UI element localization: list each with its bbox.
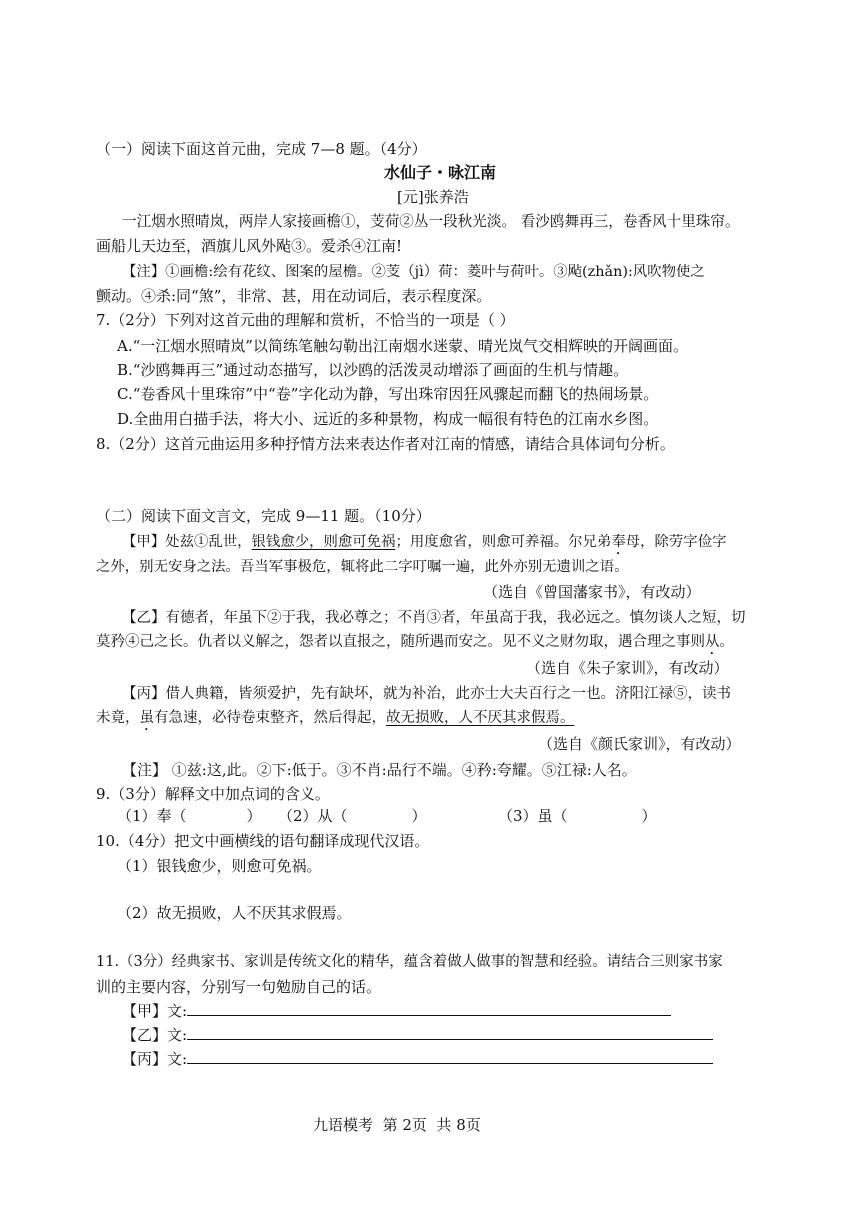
poem-note-line-1: 【注】①画檐:绘有花纹、图案的屋檐。②芰（jì）荷：菱叶与荷叶。③飐(zhǎn):风吹物使之	[122, 264, 705, 280]
q9-3-label: （3）虽（	[498, 807, 568, 825]
footer-exam-name: 九语模考	[313, 1116, 374, 1134]
q9-1-label: （1）奉（	[117, 807, 187, 825]
question-11-line-2: 训的主要内容，分别写一句勉励自己的话。	[96, 978, 382, 996]
underlined-sentence-1: 银钱愈少，则愈可免祸	[251, 534, 396, 550]
passage-bing-source: （选自《颜氏家训》，有改动）	[538, 735, 741, 753]
poem-line-1: 一江烟水照晴岚，两岸人家接画檐①，芰荷②丛一段秋光淡。 看沙鸥舞再三，卷香风十里珠帘。	[122, 213, 740, 230]
question-7-option-c: C.“卷香风十里珠帘”中“卷”字化动为静，写出珠帘因狂风骤起而翻飞的热闹场景。	[117, 385, 659, 403]
answer-line-bing	[122, 1049, 713, 1069]
passage-jia-text: ；用度愈省，则愈可养福。尔兄弟	[395, 534, 612, 550]
passage-bing-text: 有急速，必待卷束整齐，然后得起，	[154, 710, 386, 726]
question-9-item-3	[498, 806, 657, 826]
passage-yi-text: 。	[719, 634, 734, 650]
footer-page-number: 第 2页	[382, 1116, 427, 1134]
answer-label-yi: 【乙】文:	[122, 1026, 188, 1044]
question-7-option-b: B.“沙鸥舞再三”通过动态描写，以沙鸥的活泼灵动增添了画面的生机与情趣。	[117, 361, 629, 379]
question-9-item-2	[278, 806, 427, 826]
poem-title: 水仙子・咏江南	[384, 163, 497, 182]
page-footer	[313, 1115, 481, 1135]
q9-close-paren: ）	[641, 807, 657, 825]
question-10-item-1: （1）银钱愈少，则愈可免祸。	[117, 857, 322, 875]
dotted-word-sui: 虽	[139, 710, 154, 726]
passage-bing-line-2	[96, 708, 575, 734]
passage-jia-line-2: 之外，别无安身之法。吾当军事极危，辄将此二字叮嘱一遍，此外亦别无遗训之语。	[96, 559, 629, 575]
question-9-item-1	[117, 806, 262, 826]
section-heading-2: （二）阅读下面文言文，完成 9—11 题。（10分）	[96, 507, 431, 525]
passage-yi-line-1: 【乙】有德者，年虽下②于我，我必尊之；不肖③者，年虽高于我，我必远之。慎勿谈人之短，切	[122, 610, 746, 626]
question-8-stem: 8.（2分）这首元曲运用多种抒情方法来表达作者对江南的情感，请结合具体词句分析。	[96, 435, 675, 453]
answer-input-yi[interactable]	[187, 1025, 713, 1040]
underlined-sentence-2: 故无损败，人不厌其求假焉。	[386, 710, 575, 726]
poem-note-line-2: 颤动。④杀:同“煞”，非常、甚，用在动词后，表示程度深。	[96, 287, 492, 305]
answer-input-bing[interactable]	[187, 1049, 713, 1064]
q9-close-paren: ）	[411, 807, 427, 825]
passage-jia-text: 母，除劳字俭字	[625, 534, 727, 550]
answer-input-jia[interactable]	[187, 1001, 671, 1016]
poem-author: [元]张养浩	[397, 188, 469, 206]
passage-jia-line-1	[122, 532, 726, 558]
passage-bing-line-1: 【丙】借人典籍，皆须爱护，先有缺坏，就为补治，此亦士大夫百行之一也。济阳江禄⑤，读书	[122, 686, 731, 702]
passage-jia-text: 【甲】处兹①乱世，	[122, 534, 252, 550]
q9-2-label: （2）从（	[278, 807, 348, 825]
passage-jia-source: （选自《曾国藩家书》，有改动）	[483, 583, 701, 601]
passage-bing-text: 未竟，	[96, 710, 140, 726]
poem-line-2: 画船儿天边至，酒旗儿风外飐③。爱杀④江南!	[96, 237, 403, 255]
question-9-stem: 9.（3分）解释文中加点词的含义。	[96, 785, 330, 803]
passage-yi-source: （选自《朱子家训》，有改动）	[526, 659, 729, 677]
footer-total-pages: 共 8页	[436, 1116, 481, 1134]
passage-yi-text: 莫矜④己之长。仇者以义解之，怨者以直报之，随所遇而安之。见不义之财勿取，遇合理之事则	[96, 634, 705, 650]
question-7-stem: 7.（2分）下列对这首元曲的理解和赏析，不恰当的一项是（ ）	[96, 311, 515, 329]
passage-yi-line-2	[96, 632, 734, 658]
q9-close-paren: ）	[246, 807, 262, 825]
answer-label-jia: 【甲】文:	[122, 1002, 188, 1020]
question-7-option-a: A.“一江烟水照晴岚”以简练笔触勾勒出江南烟水迷蒙、晴光岚气交相辉映的开阔画面。	[117, 337, 688, 355]
question-10-item-2: （2）故无损败，人不厌其求假焉。	[117, 904, 352, 922]
answer-line-jia	[122, 1001, 671, 1021]
question-10-stem: 10.（4分）把文中画横线的语句翻译成现代汉语。	[96, 832, 430, 850]
question-11-line-1: 11.（3分）经典家书、家训是传统文化的精华，蕴含着做人做事的智慧和经验。请结合三则家书家	[96, 954, 723, 970]
answer-label-bing: 【丙】文:	[122, 1050, 188, 1068]
question-7-option-d: D.全曲用白描手法，将大小、远近的多种景物，构成一幅很有特色的江南水乡图。	[117, 410, 659, 428]
answer-line-yi	[122, 1025, 713, 1045]
passage-notes: 【注】 ①兹:这,此。②下:低于。③不肖:品行不端。④矜:夸耀。⑤江禄:人名。	[122, 761, 637, 779]
dotted-word-cong: 从	[705, 634, 720, 650]
dotted-word-feng: 奉	[611, 534, 626, 550]
section-heading-1: （一）阅读下面这首元曲，完成 7—8 题。（4分）	[96, 140, 427, 158]
